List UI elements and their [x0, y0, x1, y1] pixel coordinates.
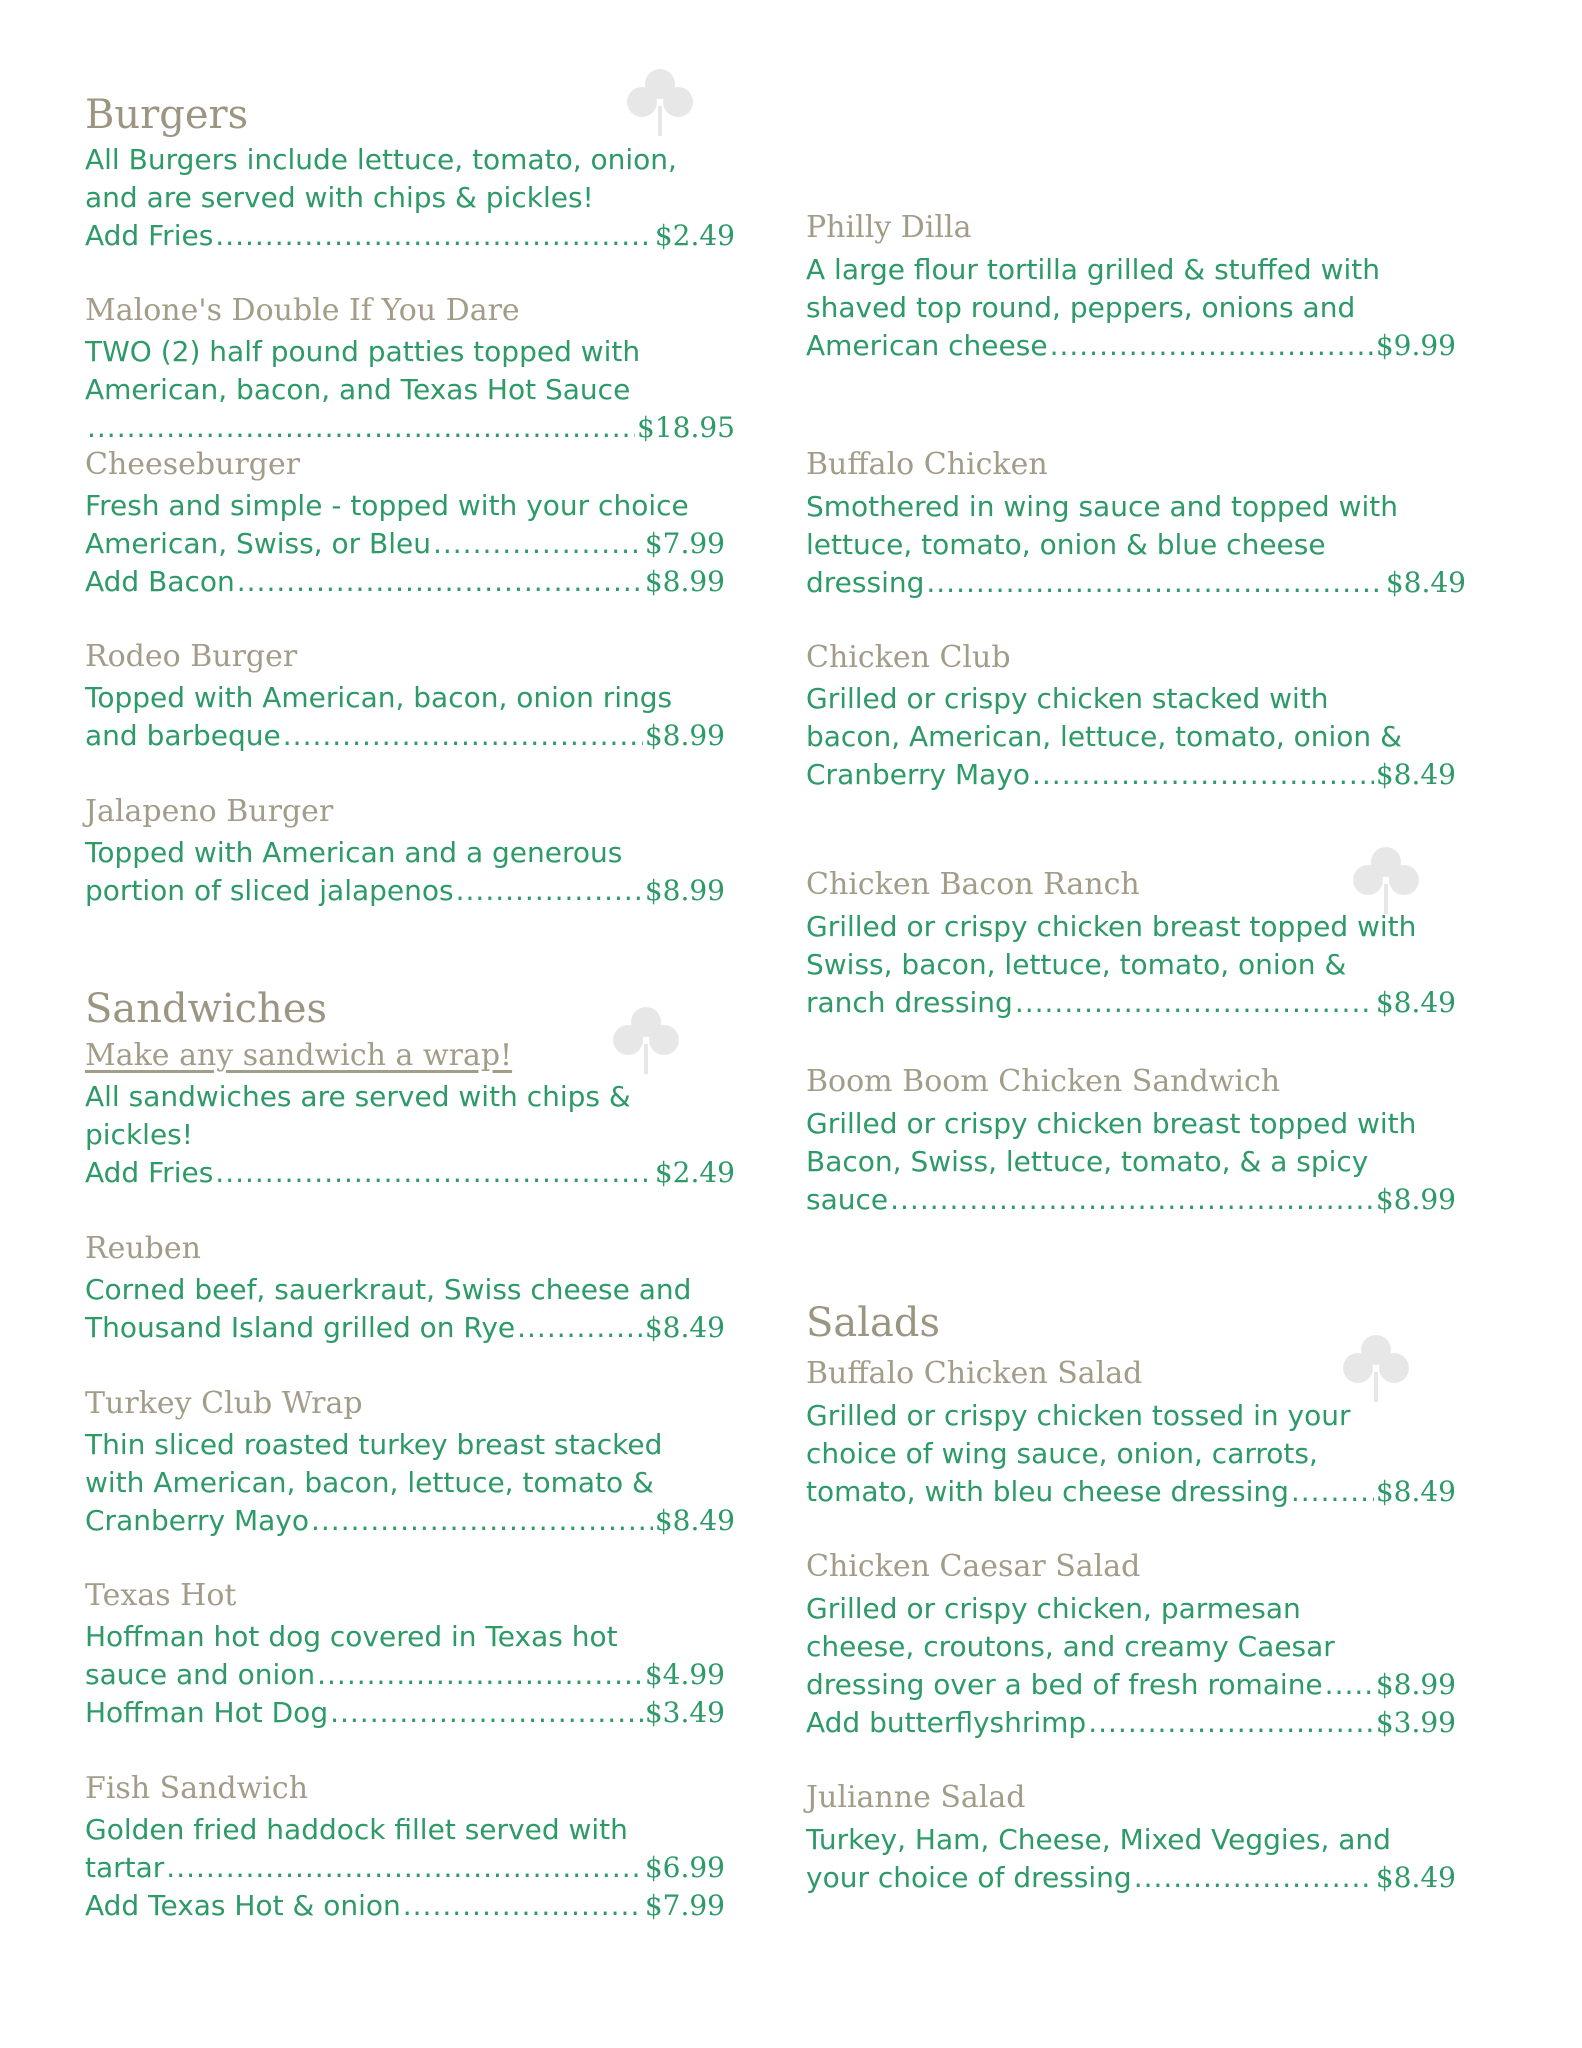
sandwiches-subtitle: Make any sandwich a wrap! — [85, 1038, 513, 1073]
item-price-line — [806, 1859, 1456, 1897]
price: $8.49 — [654, 1504, 735, 1537]
price-label: tartar — [85, 1851, 165, 1884]
item-title: Turkey Club Wrap — [85, 1386, 363, 1421]
price-label: dressing over a bed of fresh romaine — [806, 1668, 1323, 1701]
item-desc: Topped with American and a generous — [85, 836, 623, 869]
section-title-salads: Salads — [806, 1300, 941, 1346]
price: $3.99 — [1375, 1706, 1456, 1739]
item-desc: Thin sliced roasted turkey breast stacked — [85, 1428, 663, 1461]
item-price-line — [806, 1473, 1456, 1511]
item-desc: Grilled or crispy chicken tossed in your — [806, 1399, 1351, 1432]
price-label: ranch dressing — [806, 986, 1013, 1019]
leader-dots — [1291, 1473, 1374, 1511]
item-extra-price-line — [85, 1887, 725, 1925]
leader-dots — [1015, 984, 1374, 1022]
item-extra-price-line — [85, 563, 725, 601]
price: $2.49 — [654, 219, 735, 252]
item-title: Philly Dilla — [806, 210, 972, 245]
price-label: portion of sliced jalapenos — [85, 874, 454, 907]
price: $8.49 — [1375, 1475, 1456, 1508]
item-title: Chicken Bacon Ranch — [806, 867, 1140, 902]
item-title: Rodeo Burger — [85, 639, 298, 674]
item-price-line — [85, 525, 725, 563]
item-price-line — [806, 1666, 1456, 1704]
leader-dots — [330, 1694, 643, 1732]
price-label: Add Fries — [85, 219, 214, 252]
item-price-line — [806, 1181, 1456, 1219]
price-label: Add Bacon — [85, 565, 235, 598]
price-label: your choice of dressing — [806, 1861, 1132, 1894]
leader-dots — [890, 1181, 1374, 1219]
leader-dots — [215, 1154, 653, 1192]
price: $8.99 — [644, 565, 725, 598]
leader-dots — [433, 525, 643, 563]
price-label: sauce — [806, 1183, 889, 1216]
item-title: Fish Sandwich — [85, 1771, 309, 1806]
item-title: Malone's Double If You Dare — [85, 293, 520, 328]
burgers-intro: All Burgers include lettuce, tomato, onion, — [85, 143, 677, 176]
price-label: American cheese — [806, 329, 1048, 362]
item-desc: A large flour tortilla grilled & stuffed with — [806, 253, 1380, 286]
item-desc: shaved top round, peppers, onions and — [806, 291, 1356, 324]
item-desc: choice of wing sauce, onion, carrots, — [806, 1437, 1318, 1470]
leader-dots — [166, 1849, 643, 1887]
price-label: and barbeque — [85, 719, 281, 752]
item-title: Chicken Club — [806, 640, 1011, 675]
leader-dots — [1088, 1704, 1374, 1742]
price: $8.99 — [644, 719, 725, 752]
item-price-line — [85, 1849, 725, 1887]
leader-dots — [283, 717, 643, 755]
leader-dots — [215, 217, 653, 255]
item-price-line — [85, 717, 725, 755]
price: $8.49 — [1375, 758, 1456, 791]
price: $8.99 — [644, 874, 725, 907]
item-desc: bacon, American, lettuce, tomato, onion & — [806, 720, 1402, 753]
price: $3.49 — [644, 1696, 725, 1729]
price-label: tomato, with bleu cheese dressing — [806, 1475, 1289, 1508]
price: $8.99 — [1375, 1183, 1456, 1216]
leader-dots — [87, 409, 635, 447]
item-desc: cheese, croutons, and creamy Caesar — [806, 1630, 1335, 1663]
price-label: Hoffman Hot Dog — [85, 1696, 329, 1729]
section-title-burgers: Burgers — [85, 92, 249, 138]
section-title-sandwiches: Sandwiches — [85, 986, 328, 1032]
item-price-line — [806, 327, 1456, 365]
leader-dots — [456, 872, 643, 910]
item-price-line — [85, 409, 735, 447]
price-label: Cranberry Mayo — [806, 758, 1030, 791]
leader-dots — [1050, 327, 1374, 365]
price-label: Add Fries — [85, 1156, 214, 1189]
price-label: American, Swiss, or Bleu — [85, 527, 431, 560]
item-price-line — [85, 1502, 735, 1540]
item-title: Texas Hot — [85, 1578, 237, 1613]
price: $8.49 — [644, 1311, 725, 1344]
leader-dots — [237, 563, 643, 601]
burgers-intro: and are served with chips & pickles! — [85, 181, 594, 214]
item-desc: Topped with American, bacon, onion rings — [85, 681, 673, 714]
leader-dots — [517, 1309, 643, 1347]
price-label: sauce and onion — [85, 1658, 316, 1691]
item-title: Chicken Caesar Salad — [806, 1549, 1141, 1584]
item-title: Julianne Salad — [806, 1780, 1026, 1815]
item-desc: lettuce, tomato, onion & blue cheese — [806, 528, 1326, 561]
item-desc: Fresh and simple - topped with your choice — [85, 489, 689, 522]
item-desc: Swiss, bacon, lettuce, tomato, onion & — [806, 948, 1347, 981]
leader-dots — [1032, 756, 1374, 794]
item-title: Jalapeno Burger — [85, 794, 334, 829]
leader-dots — [311, 1502, 653, 1540]
item-price-line — [806, 984, 1456, 1022]
item-extra-price-line — [806, 1704, 1456, 1742]
item-price-line — [85, 1656, 725, 1694]
leader-dots — [1134, 1859, 1374, 1897]
item-desc: with American, bacon, lettuce, tomato & — [85, 1466, 654, 1499]
price: $18.95 — [637, 411, 735, 444]
leader-dots — [1325, 1666, 1374, 1704]
item-price-line — [85, 1309, 725, 1347]
item-price-line — [85, 872, 725, 910]
price-label: Add butterflyshrimp — [806, 1706, 1087, 1739]
item-desc: Grilled or crispy chicken breast topped with — [806, 910, 1417, 943]
item-desc: Grilled or crispy chicken, parmesan — [806, 1592, 1301, 1625]
item-title: Buffalo Chicken Salad — [806, 1356, 1143, 1391]
price: $7.99 — [644, 1889, 725, 1922]
price: $7.99 — [644, 527, 725, 560]
item-desc: Golden fried haddock fillet served with — [85, 1813, 628, 1846]
item-desc: Grilled or crispy chicken breast topped with — [806, 1107, 1417, 1140]
burgers-add-fries — [85, 217, 735, 255]
item-desc: Grilled or crispy chicken stacked with — [806, 682, 1329, 715]
item-title: Reuben — [85, 1231, 201, 1266]
price: $4.99 — [644, 1658, 725, 1691]
price: $8.49 — [1375, 986, 1456, 1019]
leader-dots — [926, 564, 1383, 602]
item-desc: American, bacon, and Texas Hot Sauce — [85, 373, 631, 406]
sandwiches-intro: pickles! — [85, 1118, 193, 1151]
price: $8.99 — [1375, 1668, 1456, 1701]
item-desc: Bacon, Swiss, lettuce, tomato, & a spicy — [806, 1145, 1369, 1178]
price: $9.99 — [1375, 329, 1456, 362]
item-desc: Turkey, Ham, Cheese, Mixed Veggies, and — [806, 1823, 1391, 1856]
price: $6.99 — [644, 1851, 725, 1884]
leader-dots — [317, 1656, 643, 1694]
item-desc: Smothered in wing sauce and topped with — [806, 490, 1399, 523]
price-label: Add Texas Hot & onion — [85, 1889, 401, 1922]
item-price-line — [806, 564, 1466, 602]
item-desc: TWO (2) half pound patties topped with — [85, 335, 641, 368]
price: $8.49 — [1385, 566, 1466, 599]
item-title: Cheeseburger — [85, 447, 301, 482]
price-label: Cranberry Mayo — [85, 1504, 309, 1537]
item-price-line — [806, 756, 1456, 794]
item-desc: Corned beef, sauerkraut, Swiss cheese and — [85, 1273, 692, 1306]
price: $2.49 — [654, 1156, 735, 1189]
price-label: Thousand Island grilled on Rye — [85, 1311, 516, 1344]
price-label: dressing — [806, 566, 925, 599]
item-title: Buffalo Chicken — [806, 447, 1048, 482]
sandwiches-add-fries — [85, 1154, 735, 1192]
item-title: Boom Boom Chicken Sandwich — [806, 1064, 1281, 1099]
sandwiches-intro: All sandwiches are served with chips & — [85, 1080, 631, 1113]
leader-dots — [403, 1887, 643, 1925]
price: $8.49 — [1375, 1861, 1456, 1894]
item-extra-price-line — [85, 1694, 725, 1732]
item-desc: Hoffman hot dog covered in Texas hot — [85, 1620, 618, 1653]
